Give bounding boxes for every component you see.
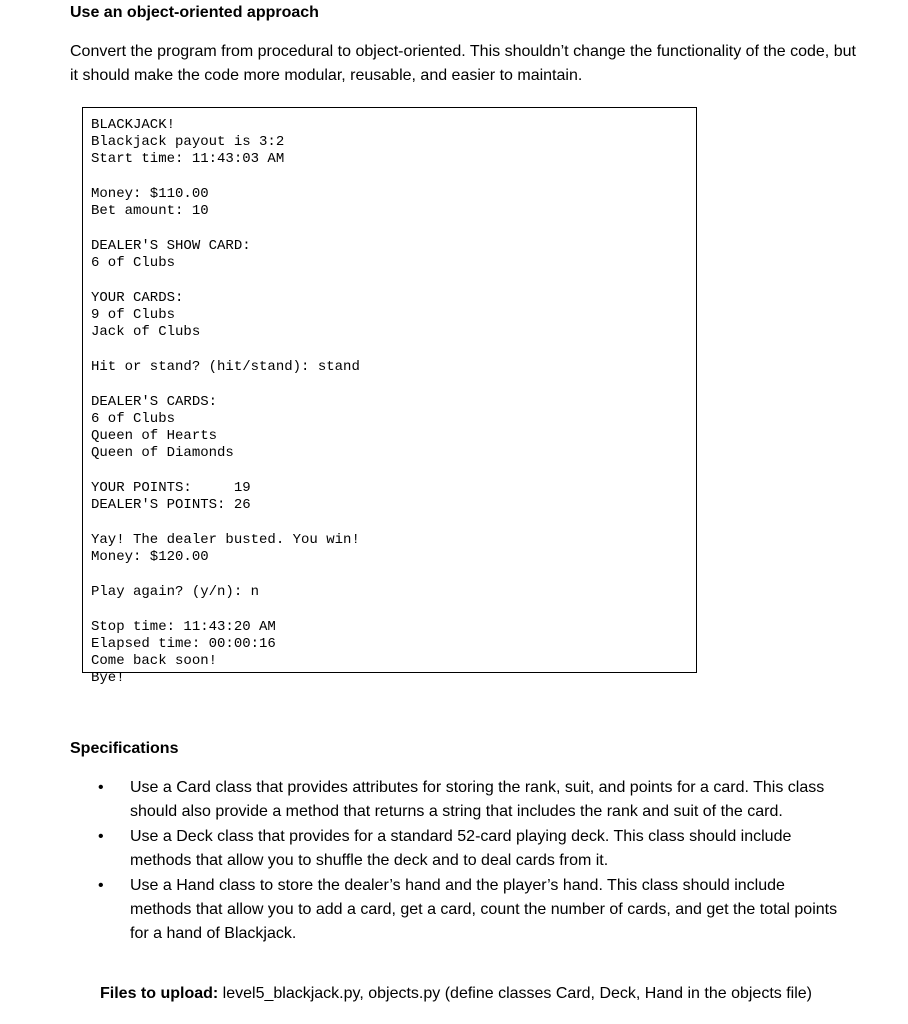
- console-blank-line: [91, 220, 688, 238]
- bullet-icon: •: [98, 779, 104, 796]
- console-line: Jack of Clubs: [91, 324, 201, 340]
- spec-text: Use a Card class that provides attributes for storing the rank, suit, and points for a card. This class should also provide a method that returns a string that includes the rank and suit of the card.: [130, 779, 825, 820]
- console-line: 6 of Clubs: [91, 255, 176, 271]
- console-line: 9 of Clubs: [91, 307, 176, 323]
- console-blank-line: [91, 514, 688, 532]
- console-blank-line: [91, 341, 688, 359]
- console-line: Bye!: [91, 670, 125, 686]
- spec-item-hand: [70, 874, 850, 946]
- section-heading-oop: Use an object-oriented approach: [70, 4, 319, 21]
- console-line: Money: $110.00: [91, 186, 209, 202]
- console-blank-line: [91, 376, 688, 394]
- console-line: Elapsed time: 00:00:16: [91, 636, 276, 652]
- bullet-icon: •: [98, 828, 104, 845]
- console-blank-line: [91, 272, 688, 290]
- console-line: YOUR CARDS:: [91, 290, 184, 306]
- console-line: Money: $120.00: [91, 549, 209, 565]
- console-line: YOUR POINTS: 19: [91, 480, 251, 496]
- section-heading-specifications: Specifications: [70, 740, 179, 757]
- spec-item-deck: [70, 825, 850, 873]
- console-line: DEALER'S CARDS:: [91, 394, 218, 410]
- console-blank-line: [91, 168, 688, 186]
- console-line: 6 of Clubs: [91, 411, 176, 427]
- console-line: Yay! The dealer busted. You win!: [91, 532, 360, 548]
- spec-text: Use a Deck class that provides for a standard 52-card playing deck. This class should include methods that allow you to shuffle the deck and to deal cards from it.: [130, 828, 792, 869]
- console-line: Queen of Hearts: [91, 428, 218, 444]
- console-line: Play again? (y/n): n: [91, 584, 260, 600]
- files-label: Files to upload:: [100, 985, 219, 1002]
- files-value: level5_blackjack.py, objects.py (define classes Card, Deck, Hand in the objects file): [222, 985, 812, 1002]
- spec-item-card: [70, 776, 850, 824]
- console-line: BLACKJACK!: [91, 117, 176, 133]
- console-line: Blackjack payout is 3:2: [91, 134, 285, 150]
- files-to-upload: [100, 985, 812, 1003]
- intro-paragraph: Convert the program from procedural to object-oriented. This shouldn’t change the functionality of the code, but it should make the code more modular, reusable, and easier to maintain.: [70, 43, 856, 84]
- console-line: Bet amount: 10: [91, 203, 209, 219]
- console-line: Stop time: 11:43:20 AM: [91, 619, 276, 635]
- console-line: Start time: 11:43:03 AM: [91, 151, 285, 167]
- specifications-list: [70, 776, 850, 947]
- console-output-box: [82, 107, 697, 686]
- console-blank-line: [91, 566, 688, 584]
- console-line: DEALER'S POINTS: 26: [91, 497, 251, 513]
- console-blank-line: [91, 462, 688, 480]
- bullet-icon: •: [98, 877, 104, 894]
- console-line: Hit or stand? (hit/stand): stand: [91, 359, 360, 375]
- console-line: Come back soon!: [91, 653, 218, 669]
- spec-text: Use a Hand class to store the dealer’s hand and the player’s hand. This class should include methods that allow you to add a card, get a card, count the number of cards, and get the total points for a hand of Blackjack.: [130, 877, 838, 942]
- console-blank-line: [91, 601, 688, 619]
- console-line: DEALER'S SHOW CARD:: [91, 238, 251, 254]
- console-line: Queen of Diamonds: [91, 445, 234, 461]
